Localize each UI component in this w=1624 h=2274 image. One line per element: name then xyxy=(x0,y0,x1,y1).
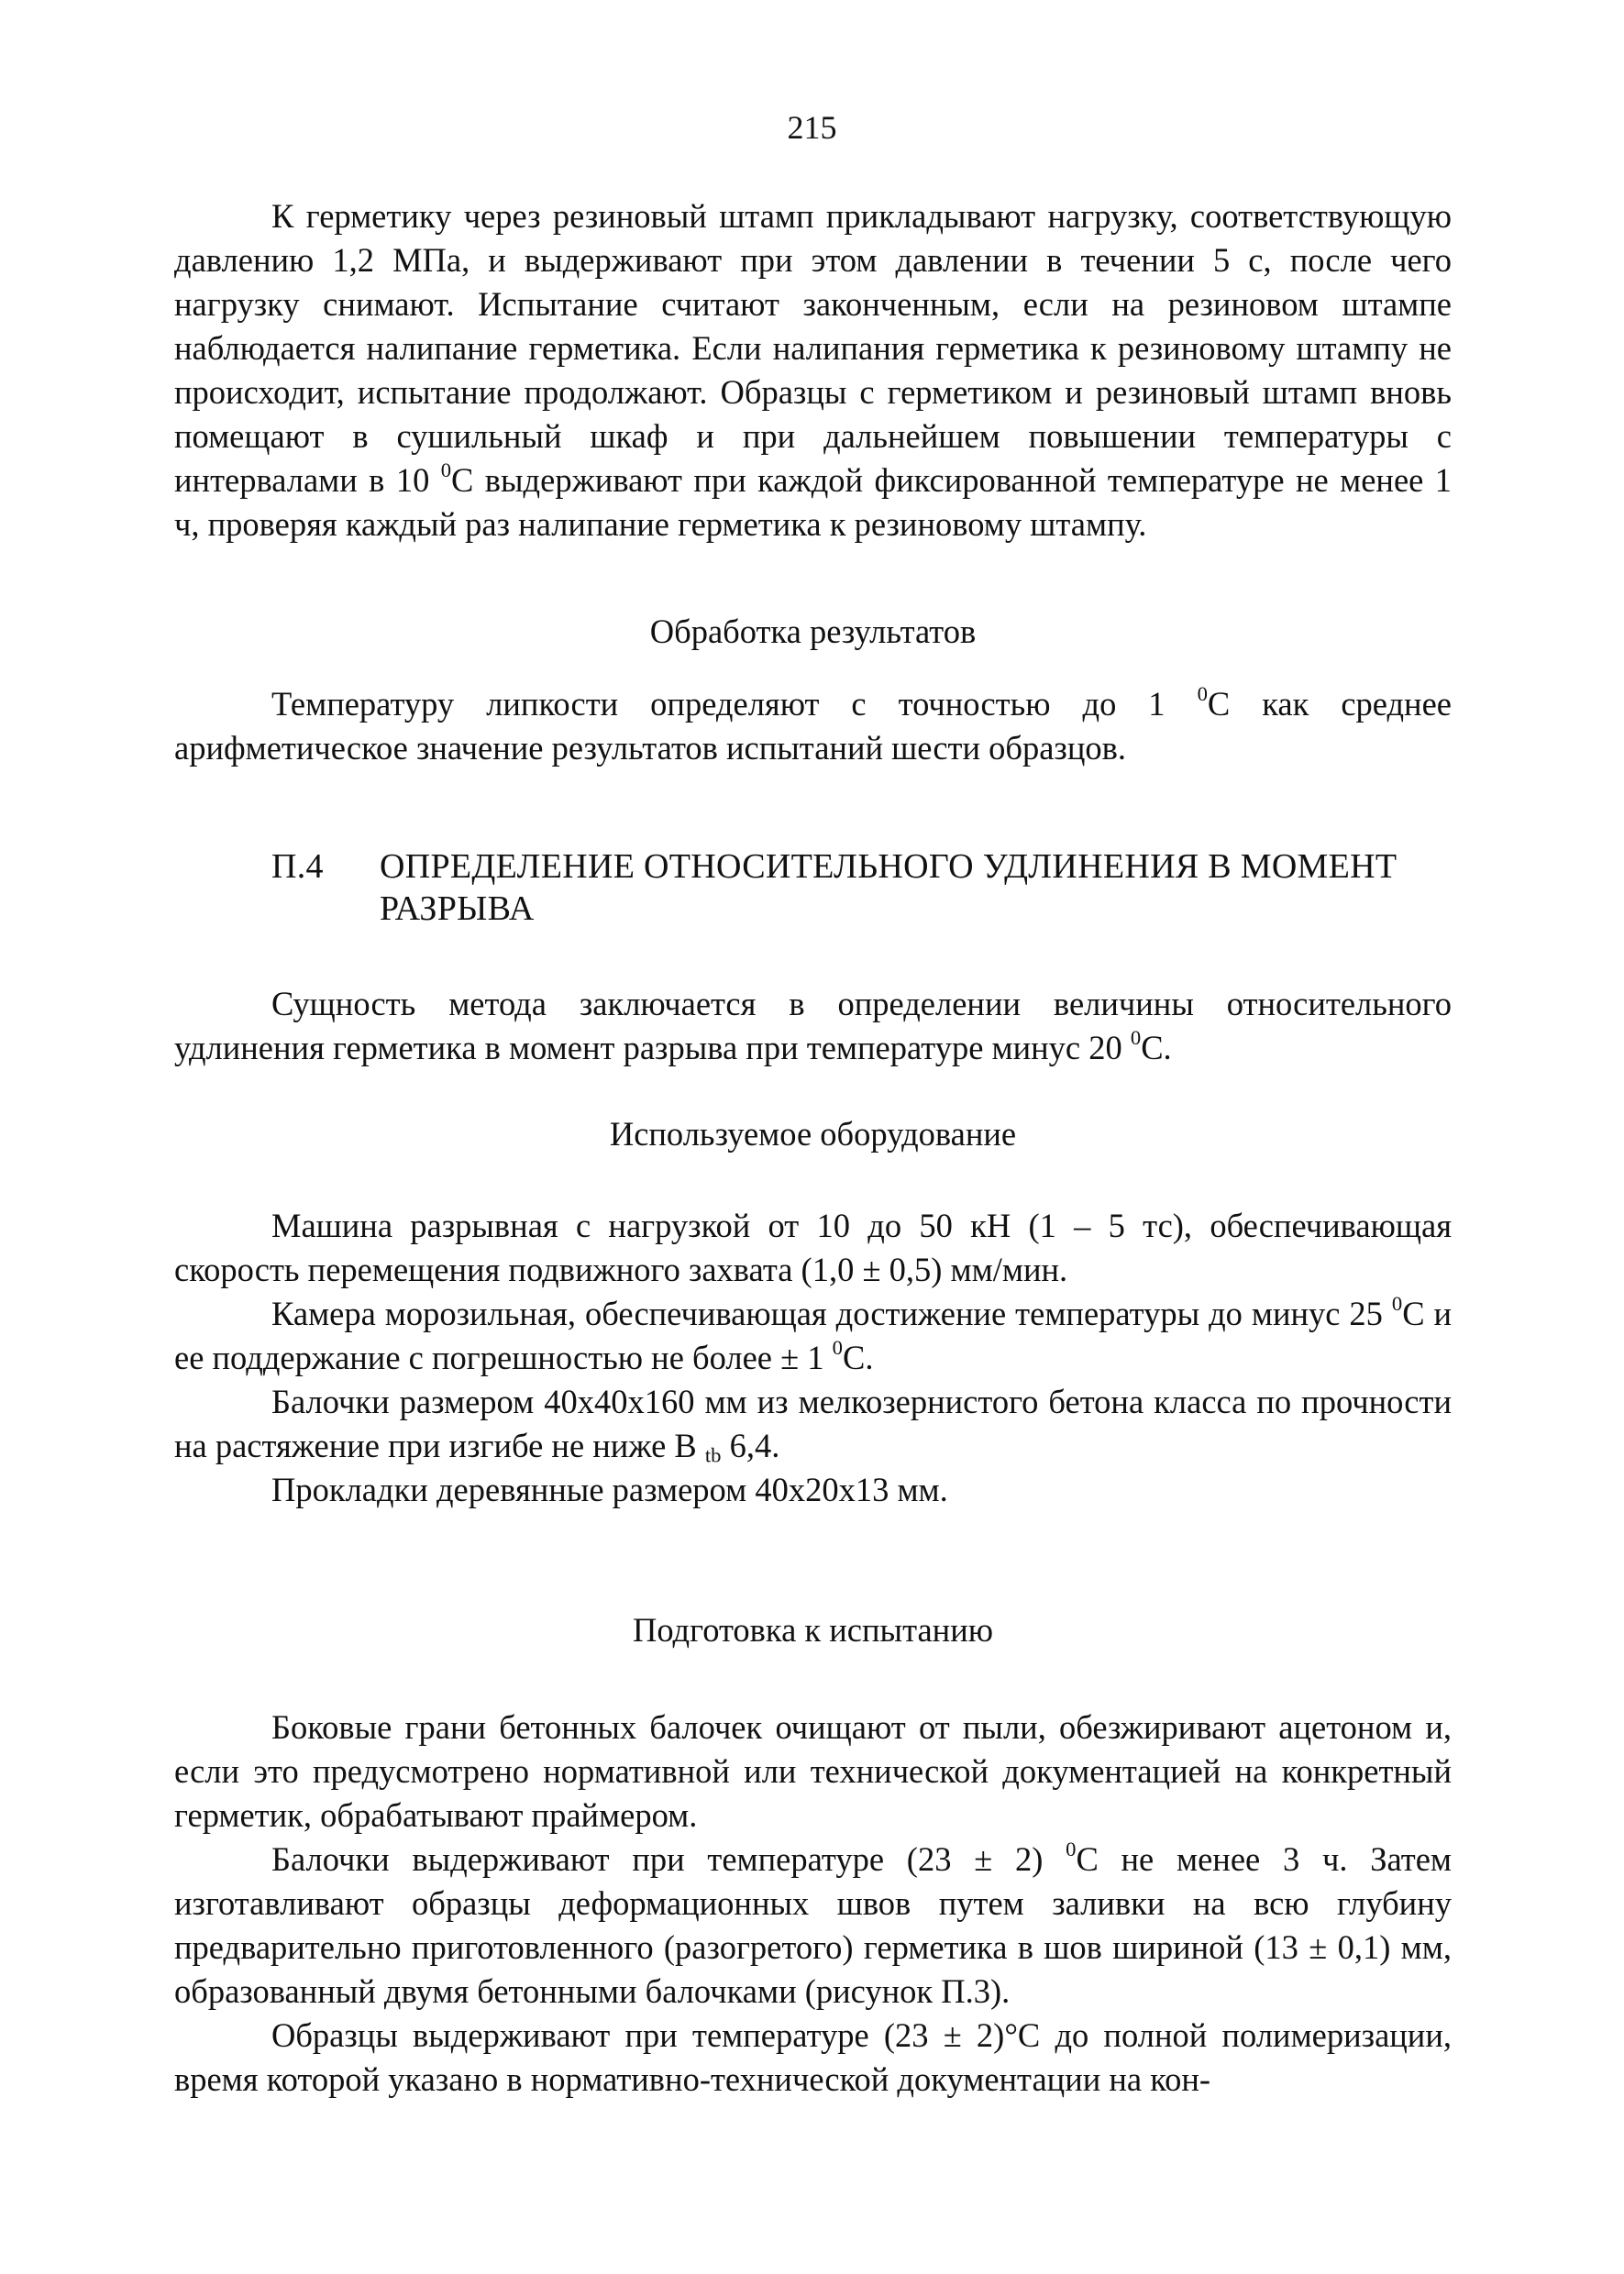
section-title xyxy=(174,845,1452,930)
section-number: П.4 xyxy=(271,847,324,886)
paragraph-adhesion-test: К герметику через резиновый штамп прикладывают нагрузку, соответствующую давлению 1,2 МПа, и выдерживают при этом давлении в течении 5 с, после чего нагрузку снимают. Испытание считают законченным, если на резиновом штампе наблюдается налипание герметика. Если налипания герметика к резиновому штампу не происходит, испытание продолжают. Образцы с герметиком и резиновый штамп вновь помещают в сушильный шкаф и при дальнейшем повышении температуры с интервалами в 10 $^0$С выдерживают при каждой фиксированной температуре не менее 1 ч, проверяя каждый раз налипание герметика к резиновому штампу. xyxy=(174,197,1452,543)
paragraph-equipment-machine: Машина разрывная с нагрузкой от 10 до 50 кН (1 – 5 тс), обеспечивающая скорость перемещения подвижного захвата (1,0 ± 0,5) мм/мин. xyxy=(174,1207,1452,1288)
paragraph-equipment-beams: Балочки размером 40х40х160 мм из мелкозернистого бетона класса по прочности на растяжение при изгибе не ниже В $_{tb}$ 6,4. xyxy=(174,1383,1452,1467)
paragraph-prep-cleaning: Боковые грани бетонных балочек очищают от пыли, обезжиривают ацетоном и, если это предусмотрено нормативной или технической документацией на конкретный герметик, обрабатывают праймером. xyxy=(174,1708,1452,1834)
page-number: 215 xyxy=(787,109,837,146)
heading-results-processing: Обработка результатов xyxy=(649,613,977,650)
paragraph-equipment-spacers: Прокладки деревянные размером 40х20х13 мм. xyxy=(271,1471,948,1508)
heading-equipment: Используемое оборудование xyxy=(609,1115,1017,1153)
paragraph-equipment-chamber: Камера морозильная, обеспечивающая достижение температуры до минус 25 $^0$С и ее поддержание с погрешностью не более ± 1 $^0$С. xyxy=(174,1292,1453,1376)
paragraph-prep-curing: Образцы выдерживают при температуре (23 ± 2)°С до полной полимеризации, время которой указано в нормативно-технической документации на кон- xyxy=(174,2016,1452,2098)
paragraph-tack-temperature: Температуру липкости определяют с точностью до 1 $^0$С как среднее арифметическое значение результатов испытаний шести образцов. xyxy=(174,682,1452,767)
section-title-text: ОПРЕДЕЛЕНИЕ ОТНОСИТЕЛЬНОГО УДЛИНЕНИЯ В МОМЕНТ РАЗРЫВА xyxy=(380,847,1398,928)
page-content xyxy=(174,194,1452,2102)
heading-test-preparation: Подготовка к испытанию xyxy=(633,1611,993,1649)
paragraph-method-essence: Сущность метода заключается в определении величины относительного удлинения герметика в момент разрыва при температуре минус 20 $^0$С. xyxy=(174,985,1452,1066)
paragraph-prep-conditioning: Балочки выдерживают при температуре (23 ± 2) $^0$С не менее 3 ч. Затем изготавливают образцы деформационных швов путем заливки на всю глубину предварительно приготовленного (разогретого) герметика в шов шириной (13 ± 0,1) мм, образованный двумя бетонными балочками (рисунок П.3). xyxy=(174,1838,1452,2010)
